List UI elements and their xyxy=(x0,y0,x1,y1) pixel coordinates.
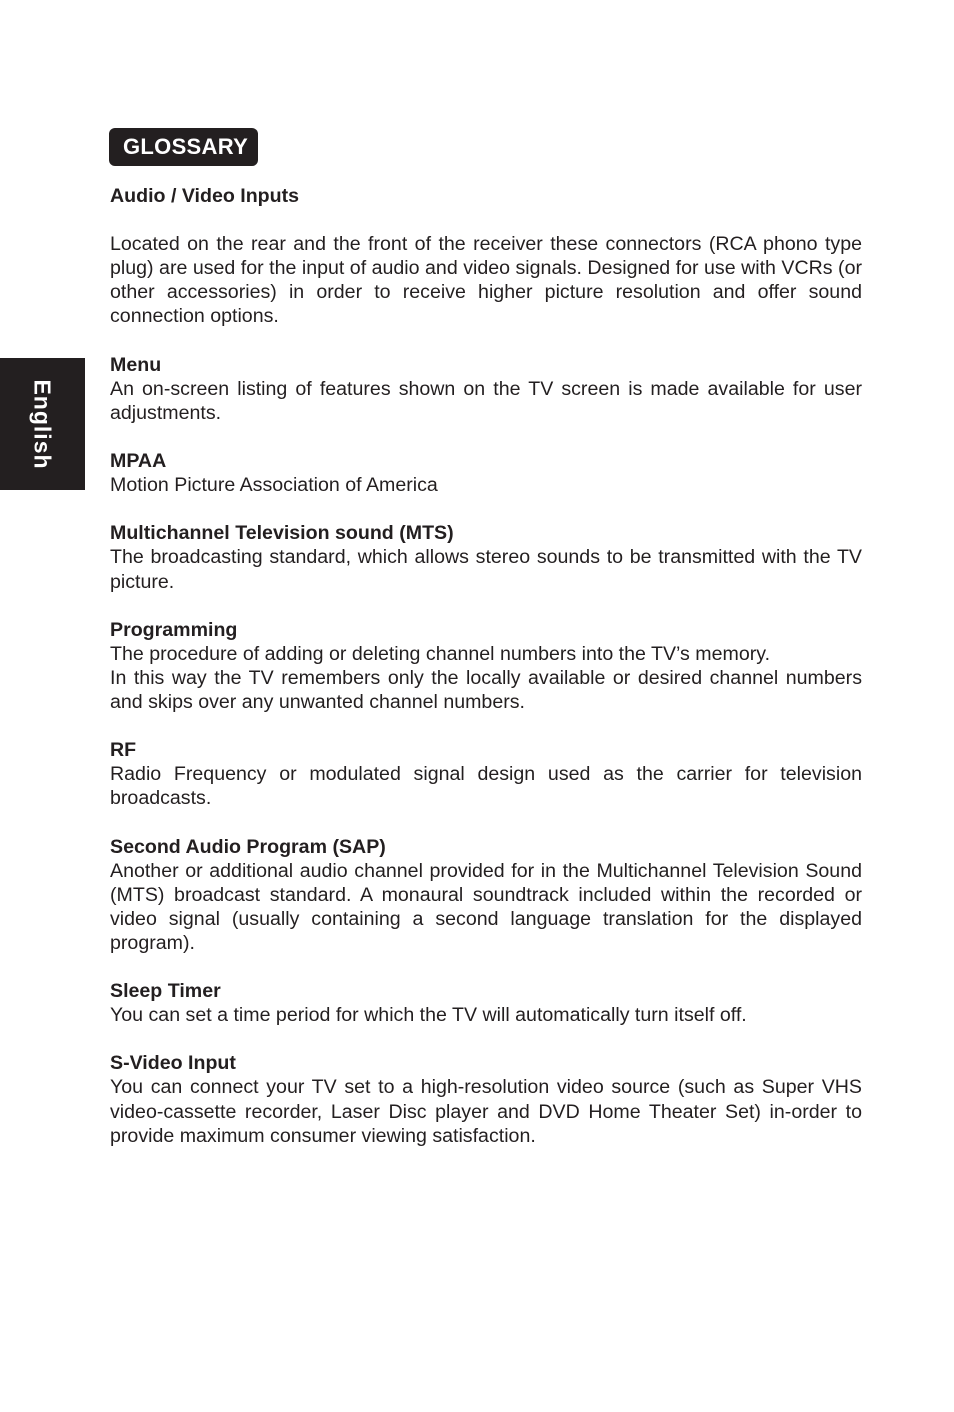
language-side-tab xyxy=(0,358,85,490)
glossary-term: Programming xyxy=(110,618,238,641)
glossary-term: Second Audio Program (SAP) xyxy=(110,835,386,858)
glossary-entry-s-video-input xyxy=(110,1051,862,1147)
glossary-term: Audio / Video Inputs xyxy=(110,185,300,207)
glossary-entry-rf xyxy=(110,738,862,810)
glossary-definition xyxy=(110,642,862,714)
glossary-definition xyxy=(110,473,862,497)
glossary-term: S-Video Input xyxy=(110,1052,236,1075)
definition-paragraph: The broadcasting standard, which allows stereo sounds to be transmitted with the TV picture. xyxy=(110,546,862,593)
glossary-definition xyxy=(110,1075,862,1147)
glossary-term: RF xyxy=(110,739,137,762)
glossary-definition xyxy=(110,1003,862,1027)
page-title: GLOSSARY xyxy=(109,128,258,166)
glossary-term: Multichannel Television sound (MTS) xyxy=(110,522,454,545)
glossary-term: MPAA xyxy=(110,450,167,473)
glossary-entry-programming xyxy=(110,618,862,714)
glossary-entry-audio-video-inputs xyxy=(110,184,862,329)
definition-paragraph: The procedure of adding or deleting channel numbers into the TV’s memory. xyxy=(110,642,771,665)
definition-paragraph: Motion Picture Association of America xyxy=(110,474,438,497)
definition-paragraph: Radio Frequency or modulated signal design used as the carrier for television broadcasts. xyxy=(110,763,862,810)
glossary-list xyxy=(110,184,862,1172)
glossary-definition xyxy=(110,232,862,328)
definition-paragraph: An on-screen listing of features shown on the TV screen is made available for user adjustments. xyxy=(110,377,862,424)
definition-paragraph: You can set a time period for which the TV will automatically turn itself off. xyxy=(110,1004,747,1027)
definition-paragraph: You can connect your TV set to a high-resolution video source (such as Super VHS video-cassette recorder, Laser Disc player and DVD Home Theater Set) in-order to provide maximum consumer viewing satisfaction. xyxy=(110,1076,862,1147)
glossary-definition xyxy=(110,859,862,955)
glossary-term: Sleep Timer xyxy=(110,980,221,1003)
language-label: English xyxy=(30,378,56,470)
glossary-entry-sleep-timer xyxy=(110,979,862,1027)
glossary-term: Menu xyxy=(110,353,162,376)
glossary-definition xyxy=(110,545,862,593)
glossary-entry-mpaa xyxy=(110,449,862,497)
definition-paragraph: Located on the rear and the front of the receiver these connectors (RCA phono type plug) are used for the input of audio and video signals. Designed for use with VCRs (or other accessories) in order to receive higher picture resolution and offer sound connection options. xyxy=(110,233,862,328)
glossary-entry-mts xyxy=(110,521,862,593)
glossary-entry-menu xyxy=(110,353,862,425)
definition-paragraph: Another or additional audio channel provided for in the Multichannel Television Sound (MTS) broadcast standard. A monaural soundtrack included within the recorded or video signal (usually containing a second language translation for the displayed program). xyxy=(110,859,862,954)
glossary-definition xyxy=(110,377,862,425)
glossary-definition xyxy=(110,762,862,810)
glossary-entry-sap xyxy=(110,835,862,955)
definition-paragraph: In this way the TV remembers only the locally available or desired channel numbers and skips over any unwanted channel numbers. xyxy=(110,666,862,713)
